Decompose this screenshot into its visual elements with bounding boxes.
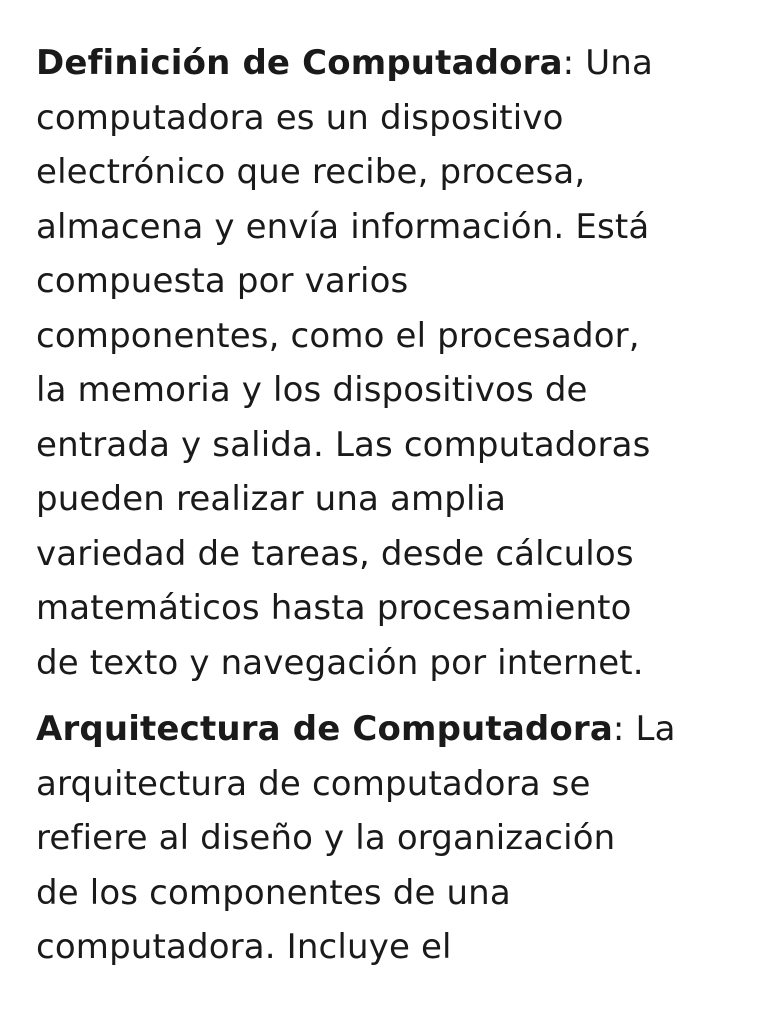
text-line: almacena y envía información. Está (36, 206, 650, 247)
text-line: electrónico que recibe, procesa, (36, 152, 586, 192)
text-line: entrada y salida. Las computadoras (36, 424, 651, 465)
text-line: La (624, 709, 676, 749)
term-arquitectura-computadora: Arquitectura de Computadora (36, 709, 613, 749)
document-page (36, 36, 736, 975)
text-line: refiere al diseño y la organización (36, 818, 616, 858)
term-definicion-computadora: Definición de Computadora (36, 43, 563, 83)
text-line: Una (574, 43, 653, 83)
text-line: computadora. Incluye el (36, 927, 452, 967)
paragraph-architecture (36, 702, 736, 975)
text-line: computadora es un dispositivo (36, 97, 564, 138)
term-separator: : (612, 709, 625, 749)
text-line: la memoria y los dispositivos de (36, 370, 588, 410)
text-line: componentes, como el procesador, (36, 315, 640, 356)
text-line: arquitectura de computadora se (36, 763, 591, 804)
text-line: variedad de tareas, desde cálculos (36, 533, 634, 574)
paragraph-definition (36, 36, 736, 690)
text-line: compuesta por varios (36, 261, 409, 301)
text-line: pueden realizar una amplia (36, 479, 507, 519)
text-line: de los componentes de una (36, 872, 511, 913)
text-line: de texto y navegación por internet. (36, 642, 644, 683)
term-separator: : (562, 43, 575, 83)
text-line: matemáticos hasta procesamiento (36, 588, 632, 628)
